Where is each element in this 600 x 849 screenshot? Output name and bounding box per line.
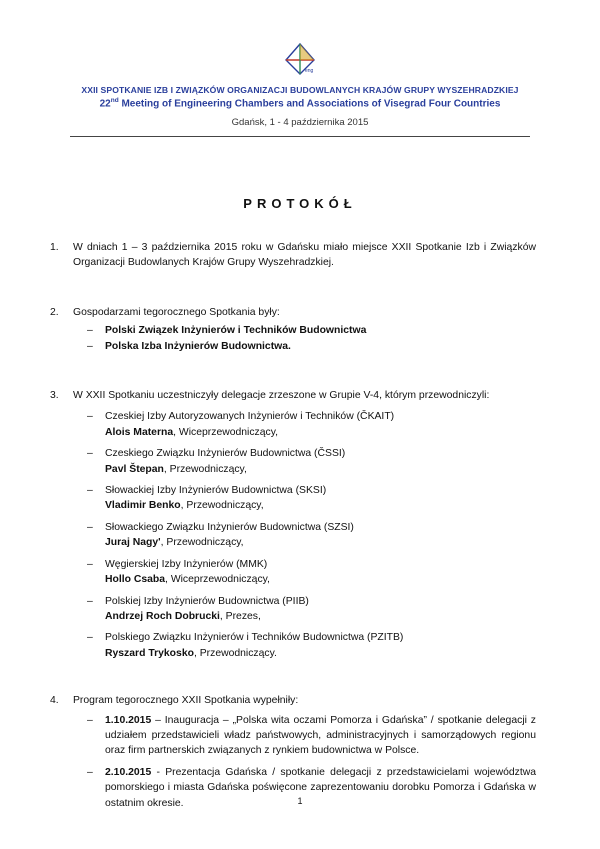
section-number: 1. [50, 242, 59, 253]
logo-text: eng [305, 68, 314, 74]
list-item: – Słowackiej Izby Inżynierów Budownictwa (SKSI) Vladimir Benko, Przewodniczący, [87, 485, 327, 512]
section-text: Program tegorocznego XXII Spotkania wypełniły: [73, 695, 299, 707]
section-number: 3. [50, 390, 59, 402]
section-text: W XXII Spotkaniu uczestniczyły delegacje zrzeszone w Grupie V-4, którym przewodniczyli: [73, 390, 490, 402]
delegations-list [73, 409, 536, 661]
list-item: – Polskiego Związku Inżynierów i Techników Budownictwa (PZITB) Ryszard Trykosko, Przewodniczący. [87, 632, 404, 659]
header-title-polish: XXII SPOTKANIE IZB I ZWIĄZKÓW ORGANIZACJI BUDOWLANYCH KRAJÓW GRUPY WYSZEHRADZKIEJ [81, 85, 519, 95]
document-title: PROTOKÓŁ [243, 196, 357, 211]
list-item: – Czeskiej Izby Autoryzowanych Inżynierów i Techników (ČKAIT) Alois Materna, Wiceprzewodniczący, [87, 411, 395, 438]
list-item: – Czeskiego Związku Inżynierów Budownictwa (ČSSI) Pavl Štepan, Przewodniczący, [87, 448, 346, 475]
list-item: – Słowackiego Związku Inżynierów Budownictwa (SZSI) Juraj Nagy', Przewodniczący, [87, 521, 354, 549]
list-item: – 2.10.2015 - Prezentacja Gdańska / spotkanie delegacji z przedstawicielami województwa pomorskiego i miasta Gdańska poświęcone zaprezentowaniu dorobku Pomorza i Gdańska w ostatnim okresie. [87, 766, 536, 809]
organization-logo [282, 42, 318, 78]
list-item: – Węgierskiej Izby Inżynierów (MMK) Hollo Csaba, Wiceprzewodniczący, [87, 558, 270, 586]
section-text: Gospodarzami tegorocznego Spotkania były: [73, 306, 280, 318]
header-title-english: 22nd Meeting of Engineering Chambers and Associations of Visegrad Four Countries [99, 97, 501, 110]
list-item: – 1.10.2015 – Inauguracja – „Polska wita oczami Pomorza i Gdańska” / spotkanie delegacji z udziałem przedstawicieli władz państwowych, administracyjnych i samorządowych regionu oraz firm partnerskich związanych z rynkiem budownictwa w Polsce. [87, 714, 536, 757]
list-item: – Polska Izba Inżynierów Budownictwa. [87, 340, 291, 352]
section-2 [50, 305, 536, 354]
section-3 [50, 388, 536, 661]
header-divider [70, 136, 530, 137]
hosts-list [73, 323, 536, 354]
section-4 [50, 693, 536, 811]
document-body [50, 240, 536, 811]
page-number: 1 [297, 796, 303, 806]
header-place-date: Gdańsk, 1 - 4 października 2015 [231, 117, 369, 128]
list-item: – Polskiej Izby Inżynierów Budownictwa (PIIB) Andrzej Roch Dobrucki, Prezes, [87, 595, 309, 622]
section-1 [50, 240, 536, 271]
list-item: – Polski Związek Inżynierów i Techników Budownictwa [87, 325, 367, 337]
section-number: 2. [50, 306, 59, 318]
section-text: W dniach 1 – 3 października 2015 roku w Gdańsku miało miejsce XXII Spotkanie Izb i Związków Organizacji Budowlanych Krajów Grupy Wyszehradzkiej. [73, 242, 536, 269]
section-number: 4. [50, 695, 59, 707]
